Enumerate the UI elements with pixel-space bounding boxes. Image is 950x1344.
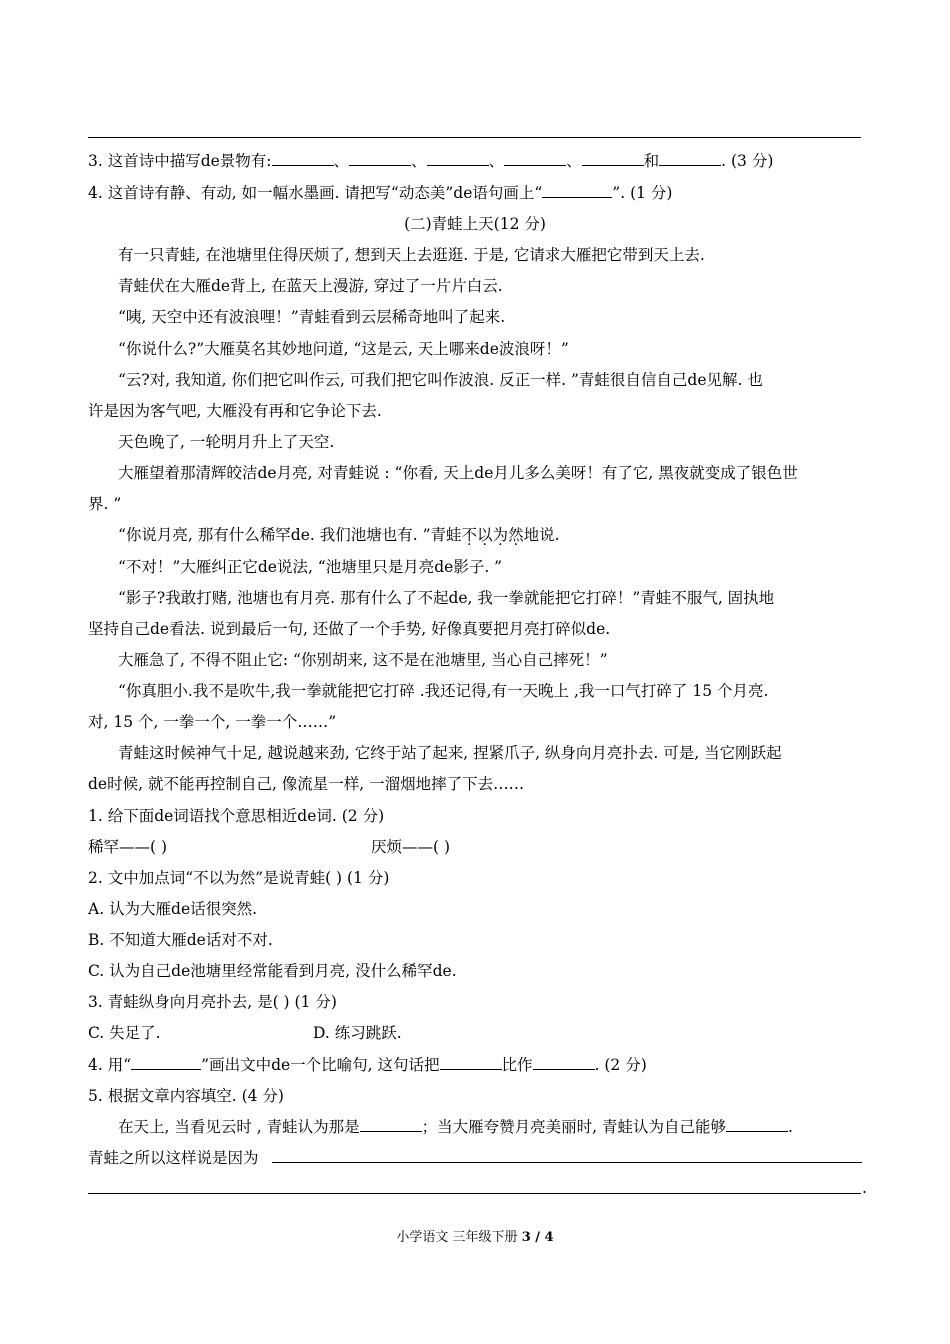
poem-question-4: 4. 这首诗有静、有动, 如一幅水墨画. 请把写“动态美”de语句画上“ ”. (1 分) bbox=[88, 184, 673, 202]
page-footer bbox=[0, 1226, 950, 1245]
story-paragraph: “你说什么?”大雁莫名其妙地问道, “这是云, 天上哪来de波浪呀！” bbox=[118, 340, 569, 358]
story-paragraph: “云?对, 我知道, 你们把它叫作云, 可我们把它叫作波浪. 反正一样. ”青蛙很自信自己de见解. 也 bbox=[118, 371, 763, 389]
answer-rule bbox=[88, 1193, 861, 1194]
question-3: 3. 青蛙纵身向月亮扑去, 是( ) (1 分) bbox=[88, 993, 337, 1011]
word-item: 稀罕——( ) bbox=[88, 838, 168, 856]
option-C: C. 失足了. bbox=[88, 1024, 161, 1042]
story-paragraph: “不对！”大雁纠正它de说法, “池塘里只是月亮de影子. ” bbox=[118, 558, 503, 576]
story-paragraph: 天色晚了, 一轮明月升上了天空. bbox=[118, 433, 335, 451]
question-1: 1. 给下面de词语找个意思相近de词. (2 分) bbox=[88, 807, 385, 825]
story-paragraph-continued: de时候, 就不能再控制自己, 像流星一样, 一溜烟地摔了下去…… bbox=[88, 775, 525, 793]
emphasis-dot-char: 然 bbox=[508, 526, 524, 544]
word-item: 厌烦——( ) bbox=[371, 838, 451, 856]
option-D: D. 练习跳跃. bbox=[313, 1024, 402, 1042]
poem-question-3: 3. 这首诗中描写de景物有: 、 、 、 、 和 . (3 分) bbox=[88, 152, 774, 170]
section-title: (二)青蛙上天(12 分) bbox=[404, 215, 546, 233]
exam-page: 3. 这首诗中描写de景物有: 、 、 、 、 和 . (3 分) 4. 这首诗有静、有动, 如一幅水墨画. 请把写“动态美”de语句画上“ ”. (1 分) (二)青蛙上天(12 分) 有一只青蛙, 在池塘里住得厌烦了, 想到天上去逛逛. 于是, 它请求大雁把它带到天上去. 青蛙伏在大雁de背上, 在蓝天上漫游, 穿过了一片片白云. “咦, 天空中还有波浪哩！”青蛙看到云层稀奇地叫了起来. “你说什么?”大雁莫名其妙地问道, “这是云, 天上哪来de波浪呀！” “云?对, 我知道, 你们把它叫作云, 可我们把它叫作波浪. 反正一样. ”青蛙很自信自己de见解. 也 许是因为客气吧, 大雁没有再和它争论下去. 天色晚了, 一轮明月升上了天空. 大雁望着那清辉皎洁de月亮, 对青蛙说 : “你看, 天上de月儿多么美呀！有了它, 黑夜就变成了银色世 界. ” “你说月亮, 那有什么稀罕de. 我们池塘也有. ”青蛙不以为然地说. “不对！”大雁纠正它de说法, “池塘里只是月亮de影子. ” “影子?我敢打赌, 池塘也有月亮. 那有什么了不起de, 我一拳就能把它打碎！”青蛙不服气, 固执地 坚持自己de看法. 说到最后一句, 还做了一个手势, 好像真要把月亮打碎似de. 大雁急了, 不得不阻止它: “你别胡来, 这不是在池塘里, 当心自己摔死！” “你真胆小.我不是吹牛,我一拳就能把它打碎 .我还记得,有一天晚上 ,我一口气打碎了 15 个月亮. 对, 15 个, 一拳一个, 一拳一个……” 青蛙这时候神气十足, 越说越来劲, 它终于站了起来, 捏紧爪子, 纵身向月亮扑去. 可是, 当它刚跃起 de时候, 就不能再控制自己, 像流星一样, 一溜烟地摔了下去…… 1. 给下面de词语找个意思相近de词. (2 分) 稀罕——( ) 厌烦——( ) 2. 文中加点词“不以为然”是说青蛙( ) (1 分) A. 认为大雁de话很突然. B. 不知道大雁de话对不对. C. 认为自己de池塘里经常能看到月亮, 没什么稀罕de. 3. 青蛙纵身向月亮扑去, 是( ) (1 分) C. 失足了. D. 练习跳跃. 4. 用“ ”画出文中de一个比喻句, 这句话把 比作 . (2 分) 5. 根据文章内容填空. (4 分) 在天上, 当看见云时 , 青蛙认为那是 ；当大雁夸赞月亮美丽时, 青蛙认为自己能够 . 青蛙之所以这样说是因为 . 小学语文 三年级下册 3 / 4 bbox=[0, 0, 950, 1344]
question-5: 5. 根据文章内容填空. (4 分) bbox=[88, 1087, 284, 1105]
page-number: 3 / 4 bbox=[521, 1230, 554, 1245]
emphasis-dot-char: 不 bbox=[461, 526, 478, 544]
question-5-line-2: 青蛙之所以这样说是因为 bbox=[88, 1149, 259, 1167]
story-paragraph: 大雁望着那清辉皎洁de月亮, 对青蛙说 : “你看, 天上de月儿多么美呀！有了它, 黑夜就变成了银色世 bbox=[118, 464, 798, 482]
answer-rule-top bbox=[88, 137, 861, 138]
answer-rule bbox=[272, 1162, 862, 1163]
option-B: B. 不知道大雁de话对不对. bbox=[88, 931, 273, 949]
question-1-items bbox=[88, 836, 862, 858]
story-paragraph: “影子?我敢打赌, 池塘也有月亮. 那有什么了不起de, 我一拳就能把它打碎！”青蛙不服气, 固执地 bbox=[118, 589, 775, 607]
story-paragraph: “你真胆小.我不是吹牛,我一拳就能把它打碎 .我还记得,有一天晚上 ,我一口气打碎了 15 个月亮. bbox=[118, 682, 769, 700]
story-paragraph: 青蛙这时候神气十足, 越说越来劲, 它终于站了起来, 捏紧爪子, 纵身向月亮扑去. 可是, 当它刚跃起 bbox=[118, 744, 782, 762]
question-5-line-1: 在天上, 当看见云时 , 青蛙认为那是 ；当大雁夸赞月亮美丽时, 青蛙认为自己能够 . bbox=[118, 1118, 793, 1136]
story-paragraph: 大雁急了, 不得不阻止它: “你别胡来, 这不是在池塘里, 当心自己摔死！” bbox=[118, 651, 608, 669]
question-2: 2. 文中加点词“不以为然”是说青蛙( ) (1 分) bbox=[88, 869, 390, 887]
story-paragraph-continued: 界. ” bbox=[88, 495, 122, 513]
story-paragraph: 青蛙伏在大雁de背上, 在蓝天上漫游, 穿过了一片片白云. bbox=[118, 277, 503, 295]
story-paragraph-continued: 对, 15 个, 一拳一个, 一拳一个……” bbox=[88, 713, 337, 731]
story-paragraph-dotted: “你说月亮, 那有什么稀罕de. 我们池塘也有. ”青蛙不以为然地说. bbox=[118, 526, 560, 544]
story-paragraph-continued: 坚持自己de看法. 说到最后一句, 还做了一个手势, 好像真要把月亮打碎似de. bbox=[88, 620, 611, 638]
emphasis-dot-char: 为 bbox=[492, 526, 509, 544]
footer-subject: 小学语文 三年级下册 bbox=[396, 1230, 522, 1245]
option-A: A. 认为大雁de话很突然. bbox=[88, 900, 258, 918]
question-3-options bbox=[88, 1022, 862, 1044]
story-paragraph-continued: 许是因为客气吧, 大雁没有再和它争论下去. bbox=[88, 402, 382, 420]
story-paragraph: 有一只青蛙, 在池塘里住得厌烦了, 想到天上去逛逛. 于是, 它请求大雁把它带到天上去. bbox=[118, 246, 705, 264]
option-C: C. 认为自己de池塘里经常能看到月亮, 没什么稀罕de. bbox=[88, 962, 457, 980]
question-4: 4. 用“ ”画出文中de一个比喻句, 这句话把 比作 . (2 分) bbox=[88, 1056, 647, 1074]
emphasis-dot-char: 以 bbox=[477, 526, 493, 544]
story-paragraph: “咦, 天空中还有波浪哩！”青蛙看到云层稀奇地叫了起来. bbox=[118, 308, 506, 326]
